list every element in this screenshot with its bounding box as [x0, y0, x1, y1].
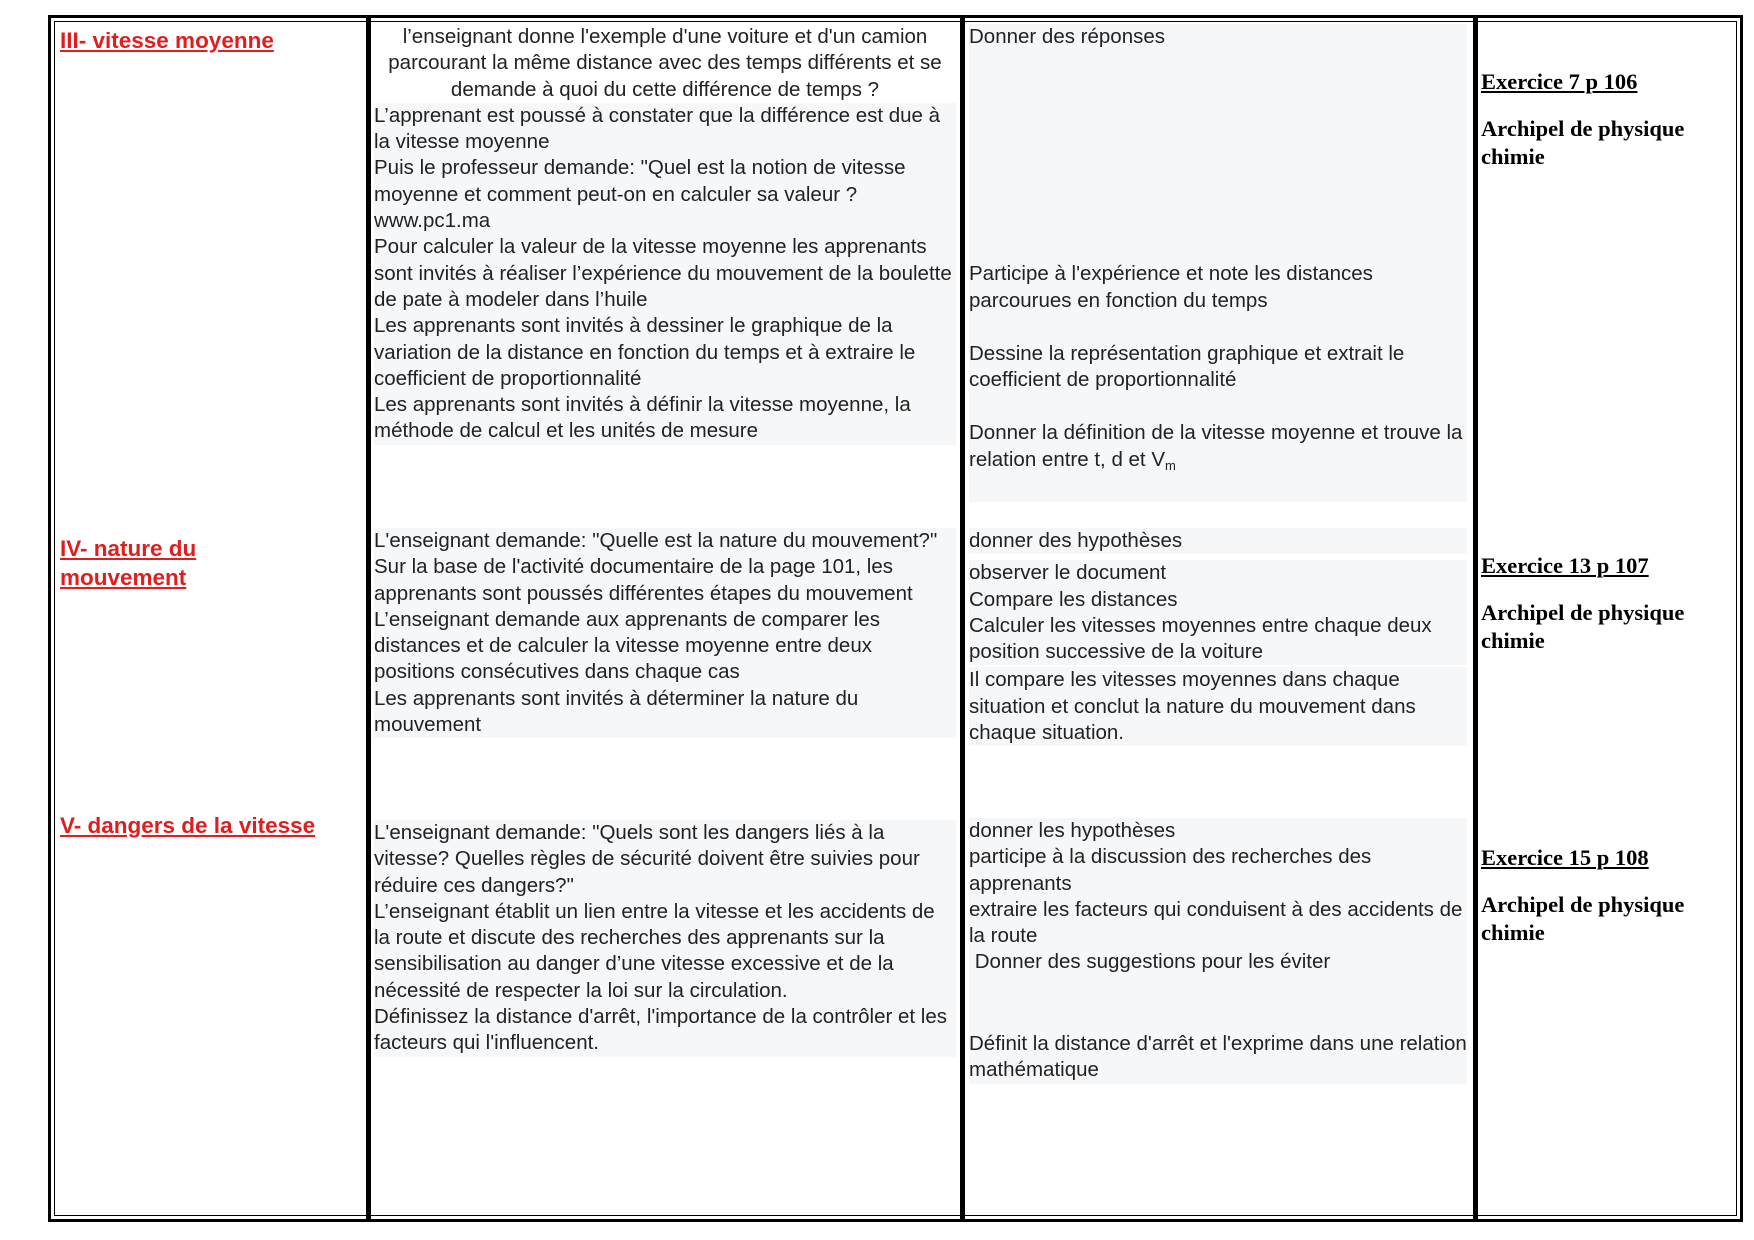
learner-block-dangers-vitesse [969, 818, 1467, 1084]
learner-text: observer le document [969, 560, 1467, 586]
teacher-block-vitesse-moyenne [374, 24, 956, 445]
teacher-text: L'enseignant demande: "Quelle est la nature du mouvement?" [374, 529, 938, 552]
learner-text: donner les hypothèses [969, 819, 1176, 842]
teacher-text: Les apprenants sont invités à déterminer la nature du mouvement [374, 686, 859, 737]
learner-text: participe à la discussion des recherches des apprenants [969, 845, 1372, 895]
learner-text: extraire les facteurs qui conduisent à des accidents de la route [969, 897, 1463, 948]
exercise-reference: Exercice 15 p 108 [1481, 845, 1649, 870]
book-source: Archipel de physique chimie [1481, 599, 1685, 653]
teacher-text: Puis le professeur demande: "Quel est la notion de vitesse moyenne et comment peut-on en calculer sa valeur ? www.pc1.ma [374, 155, 956, 234]
learner-block-nature-mouvement [969, 528, 1467, 746]
book-source: Archipel de physique chimie [1481, 115, 1685, 169]
section-title-nature-mouvement: IV- nature du mouvement [60, 536, 197, 590]
reference-nature-mouvement [1481, 552, 1721, 656]
teacher-block-dangers-vitesse [374, 820, 956, 1057]
learner-text: Dessine la représentation graphique et extrait le coefficient de proportionnalité [969, 341, 1405, 392]
exercise-reference: Exercice 7 p 106 [1481, 69, 1638, 94]
learner-text: Définit la distance d'arrêt et l'exprime dans une relation mathématique [969, 1031, 1467, 1082]
learner-text: Compare les distances [969, 587, 1467, 613]
teacher-text: Les apprenants sont invités à dessiner le graphique de la variation de la distance en fonction du temps et à extraire le coefficient de proportionnalité [374, 313, 956, 392]
teacher-text: L’enseignant établit un lien entre la vitesse et les accidents de la route et discute des recherches des apprenants sur la sensibilisation au danger d’une vitesse excessive et de la nécessité de respecter la loi sur la circulation. [374, 899, 935, 1002]
teacher-text: l’enseignant donne l'exemple d'une voiture et d'un camion parcourant la même distance avec des temps différents et se demande à quoi du cette différence de temps ? [388, 25, 942, 101]
learner-text: Donner des suggestions pour les éviter [969, 950, 1331, 974]
reference-dangers-vitesse [1481, 844, 1721, 948]
teacher-block-nature-mouvement [374, 528, 956, 738]
learner-text: Donner la définition de la vitesse moyenne et trouve la relation entre t, d et $V_m$ [969, 421, 1463, 473]
learner-text: Calculer les vitesses moyennes entre chaque deux position successive de la voiture [969, 613, 1467, 666]
column-divider [960, 17, 965, 1220]
learner-block-vitesse-moyenne [969, 24, 1467, 502]
teacher-text: Pour calculer la valeur de la vitesse moyenne les apprenants sont invités à réaliser l’expérience du mouvement de la boulette de pate à modeler dans l’huile [374, 234, 956, 313]
learner-text: donner des hypothèses [969, 528, 1467, 554]
teacher-text: L'enseignant demande: "Quels sont les dangers liés à la vitesse? Quelles règles de sécurité doivent être suivies pour réduire ces dangers?" [374, 821, 920, 897]
book-source: Archipel de physique chimie [1481, 891, 1685, 945]
teacher-text: Sur la base de l'activité documentaire de la page 101, les apprenants sont poussés différentes étapes du mouvement [374, 555, 913, 605]
column-divider [1473, 17, 1478, 1220]
teacher-text: Les apprenants sont invités à définir la vitesse moyenne, la méthode de calcul et les unités de mesure [374, 392, 956, 445]
learner-text: Donner des réponses [969, 25, 1166, 48]
learner-text: Il compare les vitesses moyennes dans chaque situation et conclut la nature du mouvement dans chaque situation. [969, 667, 1467, 746]
exercise-reference: Exercice 13 p 107 [1481, 553, 1649, 578]
column-divider [366, 17, 371, 1220]
section-title-vitesse-moyenne: III- vitesse moyenne [60, 28, 274, 53]
teacher-text: Définissez la distance d'arrêt, l'importance de la contrôler et les facteurs qui l'influencent. [374, 1005, 947, 1055]
section-title-dangers-vitesse: V- dangers de la vitesse [60, 813, 316, 838]
learner-text: Participe à l'expérience et note les distances parcourues en fonction du temps [969, 262, 1373, 312]
teacher-text: L’apprenant est poussé à constater que la différence est due à la vitesse moyenne [374, 103, 956, 156]
reference-vitesse-moyenne [1481, 68, 1721, 172]
teacher-text: L’enseignant demande aux apprenants de comparer les distances et de calculer la vitesse moyenne entre deux positions consécutives dans chaque cas [374, 607, 881, 684]
